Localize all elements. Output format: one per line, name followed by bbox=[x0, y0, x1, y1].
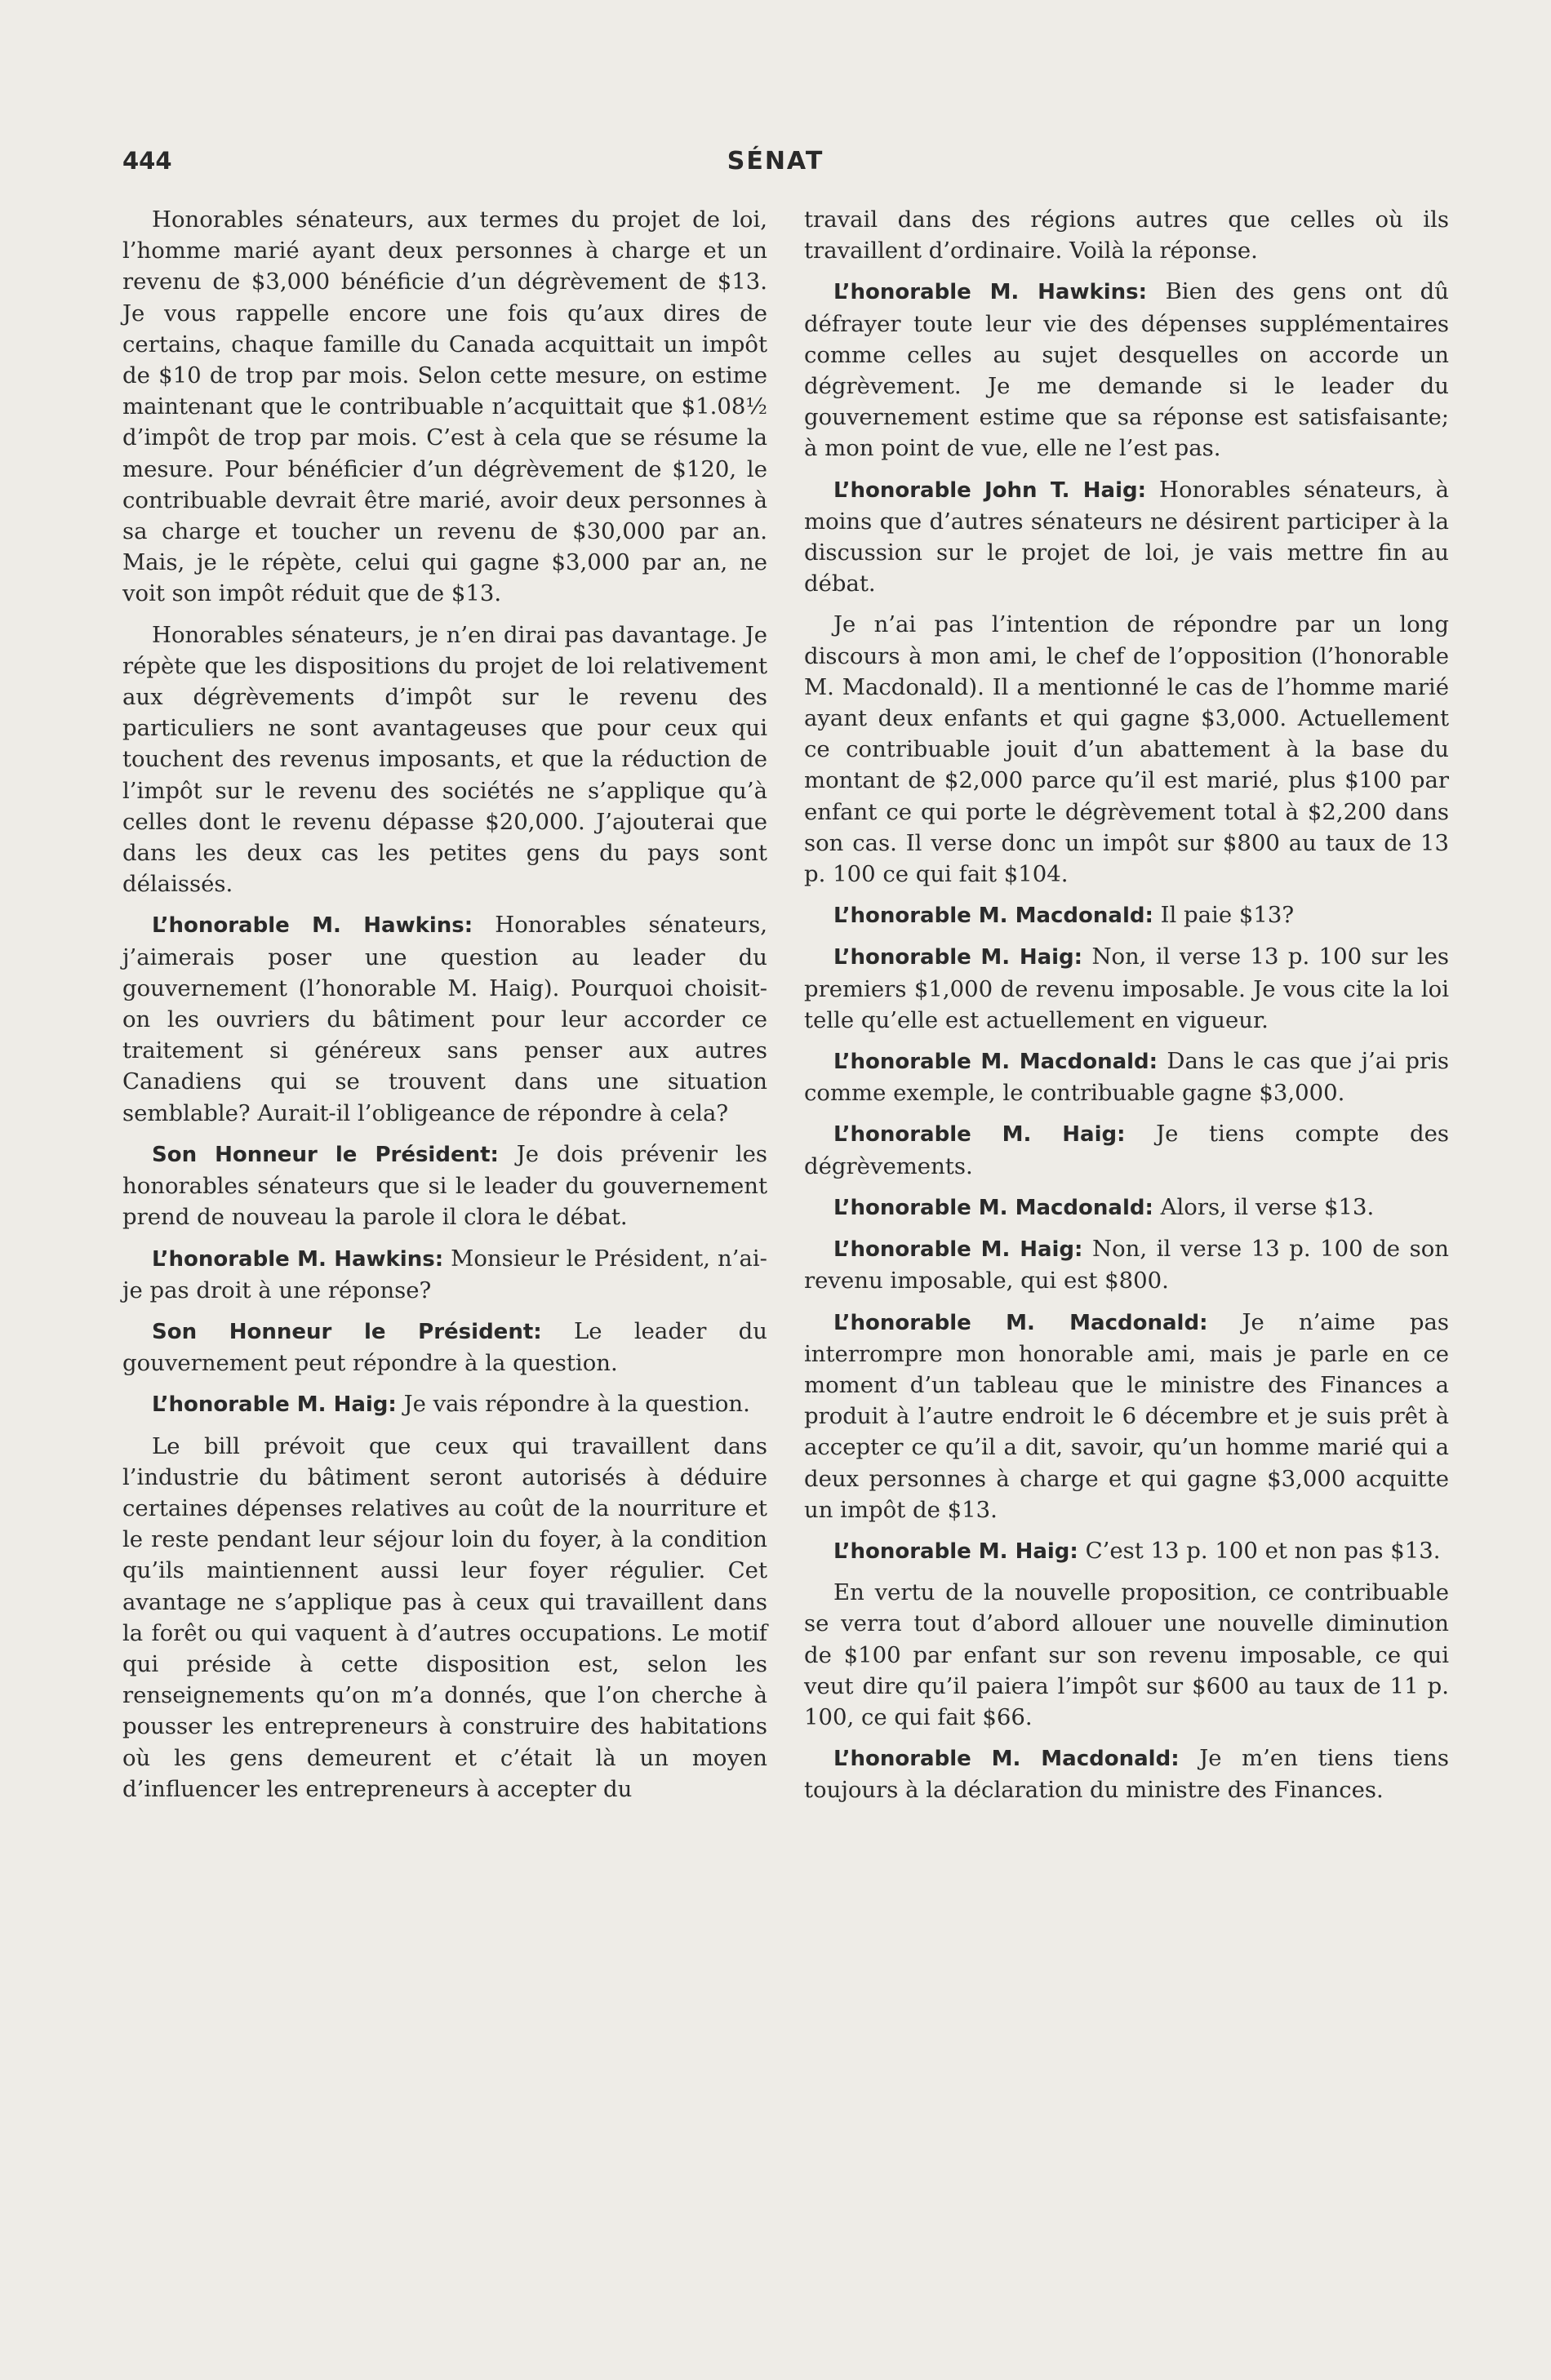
paragraph-text: Je tiens compte des dégrèvements. bbox=[804, 1121, 1449, 1179]
paragraph bbox=[122, 909, 767, 1128]
running-title: SÉNAT bbox=[727, 147, 824, 175]
speaker-name: L’honorable M. Haig: bbox=[152, 1392, 397, 1418]
paragraph-text: Le bill prévoit que ceux qui travaillent dans l’industrie du bâtiment seront autorisés à déduire certaines dépenses relatives au coût de la nourriture et le reste pendant leur séjour loin du foyer, à la condition qu’ils maintiennent aussi leur foyer régulier. Cet avantage ne s’applique pas à ceux qui travaillent dans la forêt ou qui vaquent à d’autres occupations. Le motif qui préside à cette disposition est, selon les renseignements qu’on m’a donnés, que l’on cherche à pousser les entrepreneurs à construire des habitations où les gens demeurent et c’était là un moyen d’influencer les entrepreneurs à accepter du bbox=[122, 1432, 767, 1802]
speaker-name: L’honorable M. Haig: bbox=[833, 1122, 1126, 1148]
paragraph-text: Dans le cas que j’ai pris comme exemple, le contribuable gagne $3,000. bbox=[804, 1048, 1449, 1107]
speaker-name: L’honorable M. Macdonald: bbox=[833, 904, 1153, 929]
paragraph bbox=[804, 609, 1449, 890]
paragraph-text: travail dans des régions autres que celles où ils travaillent d’ordinaire. Voilà la réponse. bbox=[804, 206, 1449, 264]
speaker-name: Son Honneur le Président: bbox=[152, 1319, 542, 1344]
paragraph bbox=[804, 1577, 1449, 1733]
paragraph-text: Honorables sénateurs, aux termes du projet de loi, l’homme marié ayant deux personnes à charge et un revenu de $3,000 bénéficie d’un dégrèvement de $13. Je vous rappelle encore une fois qu’aux dires de certains, chaque famille du Canada acquittait un impôt de $10 de trop par mois. Selon cette mesure, on estime maintenant que le contribuable n’acquittait que $1.08½ d’impôt de trop par mois. C’est à cela que se résume la mesure. Pour bénéficier d’un dégrèvement de $120, le contribuable devrait être marié, avoir deux personnes à sa charge et toucher un revenu de $30,000 par an. Mais, je le répète, celui qui gagne $3,000 par an, ne voit son impôt réduit que de $13. bbox=[122, 206, 767, 607]
paragraph-text: Je dois prévenir les honorables sénateurs que si le leader du gouvernement prend de nouveau la parole il clora le débat. bbox=[122, 1140, 768, 1231]
speaker-name: L’honorable M. Macdonald: bbox=[833, 1050, 1158, 1075]
paragraph-text: Je vais répondre à la question. bbox=[403, 1391, 750, 1418]
speaker-name: L’honorable M. Haig: bbox=[833, 945, 1083, 970]
paragraph-text: Monsieur le Président, n’ai-je pas droit à une réponse? bbox=[122, 1245, 767, 1303]
speaker-name: L’honorable M. Hawkins: bbox=[152, 1246, 444, 1272]
paragraph-text: Honorables sénateurs, j’aimerais poser une question au leader du gouvernement (l’honorable M. Haig). Pourquoi choisit-on les ouvriers du bâtiment pour leur accorder ce traitement si généreux sans penser aux autres Canadiens qui se trouvent dans une situation semblable? Aurait-il l’obligeance de répondre à cela? bbox=[122, 912, 767, 1126]
page-header bbox=[0, 147, 1551, 188]
paragraph bbox=[804, 899, 1449, 931]
paragraph-text: Non, il verse 13 p. 100 sur les premiers $1,000 de revenu imposable. Je vous cite la loi telle qu’elle est actuellement en vigueur. bbox=[804, 944, 1449, 1033]
speaker-name: L’honorable M. Macdonald: bbox=[833, 1310, 1208, 1335]
paragraph-text: Je n’ai pas l’intention de répondre par un long discours à mon ami, le chef de l’opposition (l’honorable M. Macdonald). Il a mentionné le cas de l’homme marié ayant deux enfants et qui gagne $3,000. Actuellement ce contribuable jouit d’un abattement à la base du montant de $2,000 parce qu’il est marié, plus $100 par enfant ce qui porte le dégrèvement total à $2,200 dans son cas. Il verse donc un impôt sur $800 au taux de 13 p. 100 ce qui fait $104. bbox=[804, 611, 1449, 888]
speaker-name: L’honorable M. Macdonald: bbox=[833, 1195, 1153, 1220]
paragraph bbox=[804, 1743, 1449, 1805]
paragraph-text: Honorables sénateurs, à moins que d’autres sénateurs ne désirent participer à la discussion sur le projet de loi, je vais mettre fin au débat. bbox=[804, 476, 1449, 597]
paragraph bbox=[804, 1535, 1449, 1567]
paragraph bbox=[122, 1388, 767, 1420]
paragraph-text: Non, il verse 13 p. 100 de son revenu imposable, qui est $800. bbox=[804, 1236, 1450, 1294]
speaker-name: L’honorable M. Haig: bbox=[833, 1237, 1083, 1263]
paragraph bbox=[122, 1243, 767, 1306]
paragraph-text: Bien des gens ont dû défrayer toute leur vie des dépenses supplémentaires comme celles au sujet desquelles on accorde un dégrèvement. Je me demande si le leader du gouvernement estime que sa réponse est satisfaisante; à mon point de vue, elle ne l’est pas. bbox=[804, 278, 1449, 462]
paragraph bbox=[804, 941, 1449, 1036]
paragraph bbox=[122, 619, 767, 900]
paragraph-text: Je m’en tiens tiens toujours à la déclaration du ministre des Finances. bbox=[804, 1745, 1449, 1804]
paragraph bbox=[804, 276, 1449, 464]
speaker-name: L’honorable M. Hawkins: bbox=[833, 280, 1148, 305]
paragraph bbox=[122, 1139, 767, 1233]
paragraph bbox=[804, 204, 1449, 266]
right-column bbox=[804, 204, 1449, 1816]
paragraph bbox=[122, 204, 767, 610]
paragraph bbox=[804, 1307, 1449, 1525]
paragraph-text: Le leader du gouvernement peut répondre à la question. bbox=[122, 1317, 767, 1377]
speaker-name: Son Honneur le Président: bbox=[152, 1142, 499, 1167]
paragraph bbox=[804, 1233, 1449, 1296]
paragraph bbox=[804, 474, 1449, 600]
paragraph bbox=[804, 1192, 1449, 1223]
paragraph-text: Il paie $13? bbox=[1160, 902, 1295, 929]
speaker-name: L’honorable M. Hawkins: bbox=[152, 913, 473, 939]
speaker-name: L’honorable M. Haig: bbox=[833, 1539, 1078, 1564]
paragraph-text: C’est 13 p. 100 et non pas $13. bbox=[1085, 1537, 1441, 1564]
paragraph-text: Honorables sénateurs, je n’en dirai pas davantage. Je répète que les dispositions du projet de loi relativement aux dégrèvements d’impôt sur le revenu des particuliers ne sont avantageuses que pour ceux qui touchent des revenus imposants, et que la réduction de l’impôt sur le revenu des sociétés ne s’applique qu’à celles dont le revenu dépasse $20,000. J’ajouterai que dans les deux cas les petites gens du pays sont délaissés. bbox=[122, 621, 767, 898]
paragraph bbox=[122, 1316, 767, 1379]
paragraph bbox=[804, 1118, 1449, 1181]
paragraph bbox=[804, 1046, 1449, 1108]
paragraph-text: En vertu de la nouvelle proposition, ce contribuable se verra tout d’abord allouer une nouvelle diminution de $100 par enfant sur son revenu imposable, ce qui veut dire qu’il paiera l’impôt sur $600 au taux de 11 p. 100, ce qui fait $66. bbox=[804, 1579, 1449, 1730]
page-number: 444 bbox=[122, 147, 172, 175]
speaker-name: L’honorable John T. Haig: bbox=[833, 477, 1147, 503]
left-column bbox=[122, 204, 767, 1814]
paragraph bbox=[122, 1431, 767, 1805]
speaker-name: L’honorable M. Macdonald: bbox=[833, 1747, 1180, 1772]
paragraph-text: Je n’aime pas interrompre mon honorable ami, mais je parle en ce moment d’un tableau que le ministre des Finances a produit à l’autre endroit le 6 décembre et je suis prêt à accepter ce qu’il a dit, savoir, qu’un homme marié qui a deux personnes à charge et qui gagne $3,000 acquitte un impôt de $13. bbox=[804, 1308, 1449, 1523]
paragraph-text: Alors, il verse $13. bbox=[1160, 1193, 1375, 1220]
